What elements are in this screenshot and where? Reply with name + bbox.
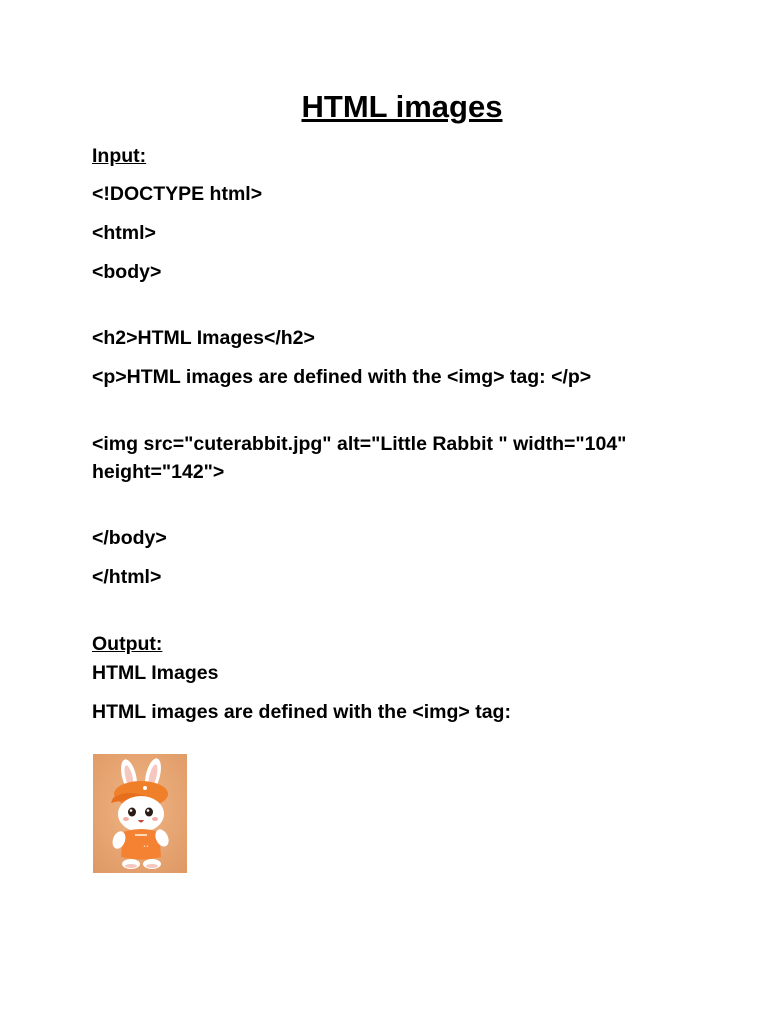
- code-line-doctype: <!DOCTYPE html>: [92, 183, 263, 205]
- code-line-img-tag: <img src="cuterabbit.jpg" alt="Little Rabbit " width="104" height="142">: [92, 433, 627, 483]
- svg-text:••: ••: [143, 844, 149, 850]
- code-line-html-open: <html>: [92, 222, 156, 244]
- rabbit-illustration: [93, 754, 187, 873]
- rabbit-image: [93, 754, 187, 873]
- document-title: HTML images: [301, 89, 503, 124]
- output-label: Output:: [92, 633, 163, 655]
- code-line-html-close: </html>: [92, 566, 162, 588]
- output-heading: HTML Images: [92, 662, 219, 684]
- input-label: Input:: [92, 145, 147, 167]
- output-paragraph: HTML images are defined with the <img> tag:: [92, 701, 511, 723]
- code-line-body-open: <body>: [92, 261, 162, 283]
- code-line-paragraph: <p>HTML images are defined with the <img> tag: </p>: [92, 366, 592, 388]
- code-line-body-close: </body>: [92, 527, 167, 549]
- code-line-h2: <h2>HTML Images</h2>: [92, 327, 315, 349]
